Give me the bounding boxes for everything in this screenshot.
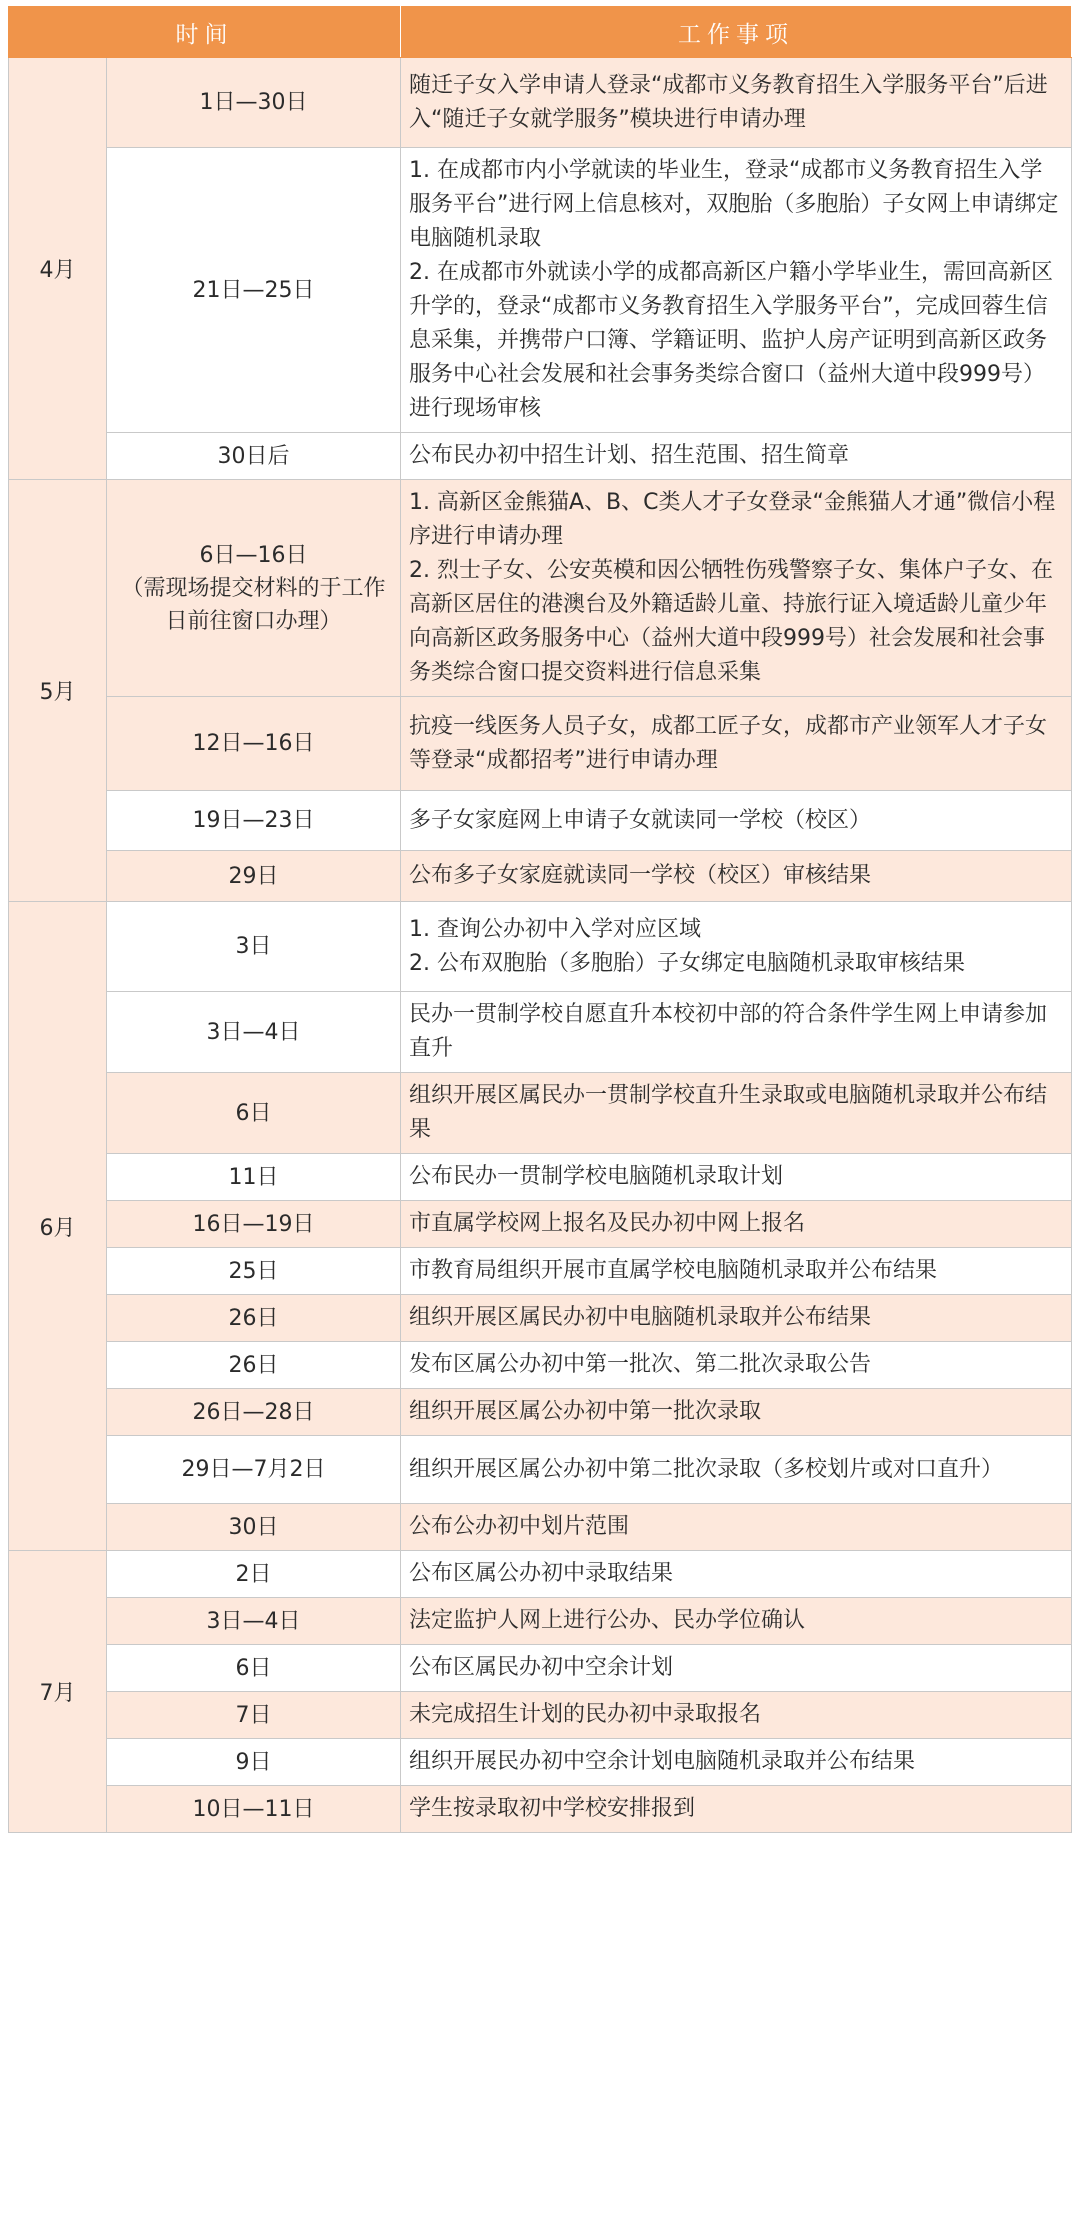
work-item-text: 抗疫一线医务人员子女，成都工匠子女，成都市产业领军人才子女等登录“成都招考”进行申请办理 xyxy=(409,713,1048,773)
date-text: 1日—30日 xyxy=(199,90,308,115)
date-text: 6日 xyxy=(235,1655,272,1681)
work-item-cell xyxy=(401,1692,1072,1739)
date-cell xyxy=(107,1504,401,1551)
work-item-cell xyxy=(401,1342,1072,1389)
table-row xyxy=(9,791,1072,851)
date-text: 6日—16日 xyxy=(199,542,308,568)
date-text: 26日 xyxy=(228,1352,279,1378)
date-text: 25日 xyxy=(228,1258,279,1284)
date-cell xyxy=(107,1342,401,1389)
header-time: 时间 xyxy=(9,7,401,58)
date-text: 7日 xyxy=(235,1702,272,1728)
table-row xyxy=(9,1201,1072,1248)
table-row xyxy=(9,1692,1072,1739)
schedule-table-container xyxy=(8,6,1071,1833)
date-text: 9日 xyxy=(235,1749,272,1775)
work-item-text: 未完成招生计划的民办初中录取报名 xyxy=(409,1702,762,1727)
date-cell xyxy=(107,992,401,1073)
date-text: 30日 xyxy=(228,1514,279,1540)
date-cell xyxy=(107,1436,401,1504)
work-item-text: 随迁子女入学申请人登录“成都市义务教育招生入学服务平台”后进入“随迁子女就学服务”模块进行申请办理 xyxy=(409,72,1048,132)
work-item-text: 市教育局组织开展市直属学校电脑随机录取并公布结果 xyxy=(409,1258,938,1283)
table-row xyxy=(9,1739,1072,1786)
work-item-text: 市直属学校网上报名及民办初中网上报名 xyxy=(409,1211,806,1236)
work-item-cell xyxy=(401,148,1072,433)
date-cell xyxy=(107,791,401,851)
work-item-text: 2. 烈士子女、公安英模和因公牺牲伤残警察子女、集体户子女、在高新区居住的港澳台及外籍适龄儿童、持旅行证入境适龄儿童少年向高新区政务服务中心（益州大道中段999号）社会发展和社会事务类综合窗口提交资料进行信息采集 xyxy=(409,558,1053,685)
table-row xyxy=(9,1073,1072,1154)
date-cell xyxy=(107,1551,401,1598)
table-row xyxy=(9,851,1072,902)
date-text: 21日—25日 xyxy=(192,277,315,303)
table-row xyxy=(9,1248,1072,1295)
work-item-cell xyxy=(401,58,1072,148)
table-row xyxy=(9,1389,1072,1436)
work-item-cell xyxy=(401,1436,1072,1504)
table-row xyxy=(9,1295,1072,1342)
date-text: 10日—11日 xyxy=(192,1796,315,1822)
work-item-text: 学生按录取初中学校安排报到 xyxy=(409,1796,696,1821)
date-cell xyxy=(107,1201,401,1248)
date-cell xyxy=(107,1645,401,1692)
work-item-text: 2. 在成都市外就读小学的成都高新区户籍小学毕业生，需回高新区升学的，登录“成都市义务教育招生入学服务平台”，完成回蓉生信息采集，并携带户口簿、学籍证明、监护人房产证明到高新区政务服务中心社会发展和社会事务类综合窗口（益州大道中段999号）进行现场审核 xyxy=(409,260,1053,421)
date-text: 26日—28日 xyxy=(192,1399,315,1425)
work-item-cell xyxy=(401,1154,1072,1201)
table-header-row xyxy=(9,7,1072,58)
date-text: 30日后 xyxy=(217,443,290,469)
table-row xyxy=(9,433,1072,480)
date-cell xyxy=(107,1786,401,1833)
work-item-cell xyxy=(401,851,1072,902)
date-text: 29日 xyxy=(228,863,279,889)
work-item-text: 1. 查询公办初中入学对应区域 xyxy=(409,916,701,942)
date-text: （需现场提交材料的于工作日前往窗口办理） xyxy=(121,575,386,634)
month-cell: 5月 xyxy=(9,480,107,902)
date-text: 11日 xyxy=(228,1164,279,1190)
work-item-cell xyxy=(401,1201,1072,1248)
work-item-text: 组织开展区属民办一贯制学校直升生录取或电脑随机录取并公布结果 xyxy=(409,1083,1048,1142)
work-item-cell xyxy=(401,902,1072,992)
work-item-cell xyxy=(401,1645,1072,1692)
month-cell: 7月 xyxy=(9,1551,107,1833)
table-row xyxy=(9,58,1072,148)
date-cell xyxy=(107,1598,401,1645)
table-row xyxy=(9,1504,1072,1551)
date-text: 3日—4日 xyxy=(206,1019,301,1045)
work-item-cell xyxy=(401,1389,1072,1436)
work-item-cell xyxy=(401,480,1072,697)
date-text: 29日—7月2日 xyxy=(181,1457,326,1482)
date-cell xyxy=(107,1295,401,1342)
date-cell xyxy=(107,433,401,480)
date-text: 26日 xyxy=(228,1305,279,1331)
header-work-items: 工作事项 xyxy=(401,7,1072,58)
work-item-text: 公布公办初中划片范围 xyxy=(409,1514,630,1539)
work-item-text: 1. 高新区金熊猫A、B、C类人才子女登录“金熊猫人才通”微信小程序进行申请办理 xyxy=(409,490,1056,549)
table-row xyxy=(9,148,1072,433)
work-item-text: 公布民办一贯制学校电脑随机录取计划 xyxy=(409,1164,784,1189)
work-item-cell xyxy=(401,1295,1072,1342)
work-item-cell xyxy=(401,791,1072,851)
table-row xyxy=(9,697,1072,791)
work-item-cell xyxy=(401,1504,1072,1551)
table-row xyxy=(9,480,1072,697)
work-item-text: 公布区属公办初中录取结果 xyxy=(409,1561,674,1586)
month-cell: 4月 xyxy=(9,58,107,480)
work-item-text: 公布区属民办初中空余计划 xyxy=(409,1655,674,1680)
work-item-cell xyxy=(401,992,1072,1073)
work-item-cell xyxy=(401,1073,1072,1154)
date-cell xyxy=(107,1154,401,1201)
work-item-cell xyxy=(401,1598,1072,1645)
work-item-text: 公布民办初中招生计划、招生范围、招生简章 xyxy=(409,443,850,468)
table-row xyxy=(9,1786,1072,1833)
work-item-text: 组织开展民办初中空余计划电脑随机录取并公布结果 xyxy=(409,1749,916,1774)
table-body xyxy=(9,58,1072,1833)
date-text: 16日—19日 xyxy=(192,1211,315,1237)
work-item-cell xyxy=(401,1248,1072,1295)
table-row xyxy=(9,1645,1072,1692)
date-cell xyxy=(107,480,401,697)
table-row xyxy=(9,902,1072,992)
work-item-cell xyxy=(401,433,1072,480)
date-text: 19日—23日 xyxy=(192,808,315,833)
date-cell xyxy=(107,58,401,148)
work-item-cell xyxy=(401,697,1072,791)
date-cell xyxy=(107,1073,401,1154)
date-cell xyxy=(107,148,401,433)
date-cell xyxy=(107,1692,401,1739)
table-row xyxy=(9,1598,1072,1645)
table-row xyxy=(9,1551,1072,1598)
work-item-cell xyxy=(401,1739,1072,1786)
date-text: 3日—4日 xyxy=(206,1608,301,1634)
schedule-table xyxy=(8,6,1072,1833)
date-cell xyxy=(107,1389,401,1436)
work-item-text: 组织开展区属公办初中第一批次录取 xyxy=(409,1399,762,1424)
date-text: 12日—16日 xyxy=(192,731,315,756)
table-row xyxy=(9,992,1072,1073)
date-cell xyxy=(107,1739,401,1786)
work-item-text: 组织开展区属民办初中电脑随机录取并公布结果 xyxy=(409,1305,872,1330)
work-item-text: 民办一贯制学校自愿直升本校初中部的符合条件学生网上申请参加直升 xyxy=(409,1002,1048,1061)
table-row xyxy=(9,1436,1072,1504)
work-item-text: 公布多子女家庭就读同一学校（校区）审核结果 xyxy=(409,863,872,888)
date-text: 3日 xyxy=(235,934,272,959)
work-item-text: 多子女家庭网上申请子女就读同一学校（校区） xyxy=(409,807,872,833)
work-item-text: 组织开展区属公办初中第二批次录取（多校划片或对口直升） xyxy=(409,1456,1004,1482)
date-text: 2日 xyxy=(235,1561,272,1587)
table-row xyxy=(9,1342,1072,1389)
work-item-cell xyxy=(401,1551,1072,1598)
work-item-text: 发布区属公办初中第一批次、第二批次录取公告 xyxy=(409,1352,872,1377)
table-row xyxy=(9,1154,1072,1201)
date-text: 6日 xyxy=(235,1100,272,1126)
month-cell: 6月 xyxy=(9,902,107,1551)
work-item-text: 法定监护人网上进行公办、民办学位确认 xyxy=(409,1608,806,1633)
work-item-cell xyxy=(401,1786,1072,1833)
date-cell xyxy=(107,697,401,791)
date-cell xyxy=(107,1248,401,1295)
work-item-text: 2. 公布双胞胎（多胞胎）子女绑定电脑随机录取审核结果 xyxy=(409,950,965,976)
work-item-text: 1. 在成都市内小学就读的毕业生，登录“成都市义务教育招生入学服务平台”进行网上信息核对，双胞胎（多胞胎）子女网上申请绑定电脑随机录取 xyxy=(409,158,1059,251)
date-cell xyxy=(107,902,401,992)
date-cell xyxy=(107,851,401,902)
